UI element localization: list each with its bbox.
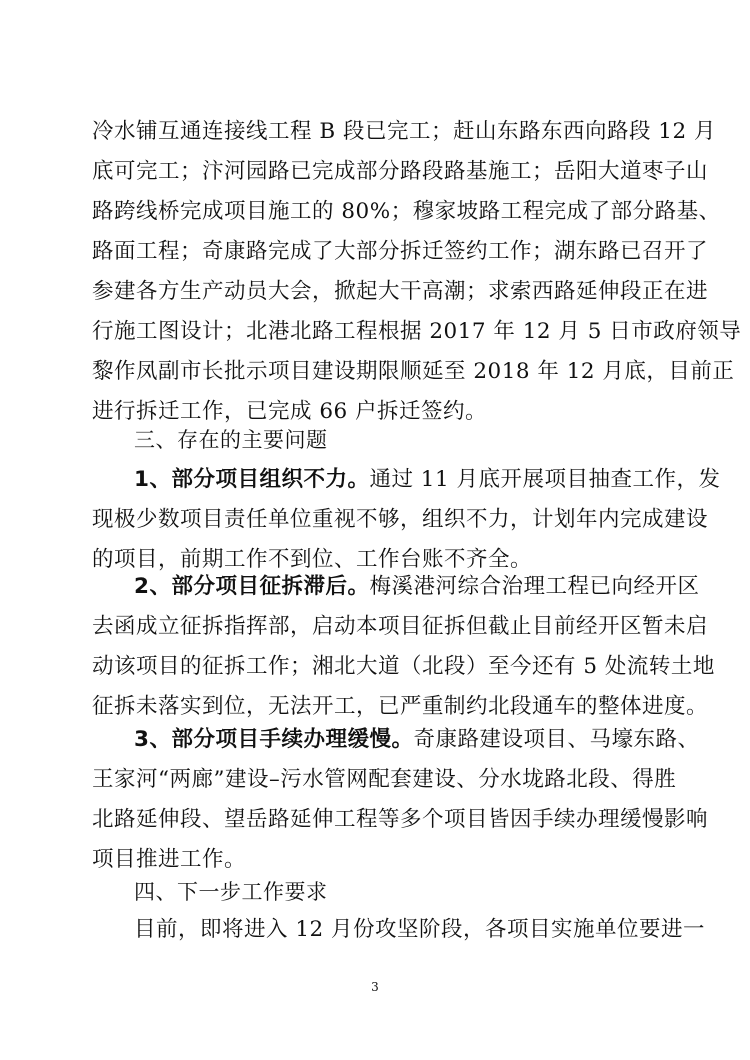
next-steps-paragraph — [92, 910, 706, 950]
section-heading-problems: 三、存在的主要问题 — [134, 428, 328, 452]
problem-item-1 — [92, 460, 721, 580]
text-line: 冷水铺互通连接线工程 B 段已完工；赶山东路东西向路段 12 月 — [92, 119, 716, 144]
text-line: 路跨线桥完成项目施工的 80%；穆家坡路工程完成了部分路基、 — [92, 199, 721, 224]
text-line: 黎作凤副市长批示项目建设期限顺延至 2018 年 12 月底，目前正 — [92, 359, 735, 384]
progress-paragraph — [92, 112, 742, 432]
item-lead: 3、部分项目手续办理缓慢。 — [134, 727, 414, 752]
text-line — [92, 720, 700, 760]
text-line — [92, 460, 721, 500]
item-text: 梅溪港河综合治理工程已向经开区 — [369, 574, 700, 599]
text-line: 进行拆迁工作，已完成 66 户拆迁签约。 — [92, 399, 488, 424]
item-text: 通过 11 月底开展项目抽查工作，发 — [369, 467, 721, 492]
text-line: 王家河“两廊”建设–污水管网配套建设、分水垅路北段、得胜 — [92, 767, 677, 792]
text-line: 目前，即将进入 12 月份攻坚阶段，各项目实施单位要进一 — [134, 917, 706, 942]
section-heading-next-steps: 四、下一步工作要求 — [134, 880, 328, 904]
problem-item-2 — [92, 567, 715, 727]
text-line: 北路延伸段、望岳路延伸工程等多个项目皆因手续办理缓慢影响 — [92, 807, 709, 832]
text-line: 动该项目的征拆工作；湘北大道（北段）至今还有 5 处流转土地 — [92, 654, 715, 679]
problem-item-3 — [92, 720, 709, 880]
text-line: 现极少数项目责任单位重视不够，组织不力，计划年内完成建设 — [92, 507, 709, 532]
item-lead: 2、部分项目征拆滞后。 — [134, 574, 370, 599]
text-line: 路面工程；奇康路完成了大部分拆迁签约工作；湖东路已召开了 — [92, 239, 709, 264]
item-lead: 1、部分项目组织不力。 — [134, 467, 370, 492]
text-line: 征拆未落实到位，无法开工，已严重制约北段通车的整体进度。 — [92, 694, 709, 719]
text-line: 行施工图设计；北港北路工程根据 2017 年 12 月 5 日市政府领导 — [92, 319, 742, 344]
item-text: 奇康路建设项目、马壕东路、 — [413, 727, 700, 752]
text-line: 项目推进工作。 — [92, 847, 247, 872]
text-line: 去函成立征拆指挥部，启动本项目征拆但截止目前经开区暂未启 — [92, 614, 709, 639]
text-line: 参建各方生产动员大会，掀起大干高潮；求索西路延伸段正在进 — [92, 279, 709, 304]
page-number: 3 — [371, 980, 379, 994]
text-line — [92, 567, 700, 607]
text-line: 底可完工；汴河园路已完成部分路段路基施工；岳阳大道枣子山 — [92, 159, 709, 184]
text-line: 的项目，前期工作不到位、工作台账不齐全。 — [92, 547, 533, 572]
